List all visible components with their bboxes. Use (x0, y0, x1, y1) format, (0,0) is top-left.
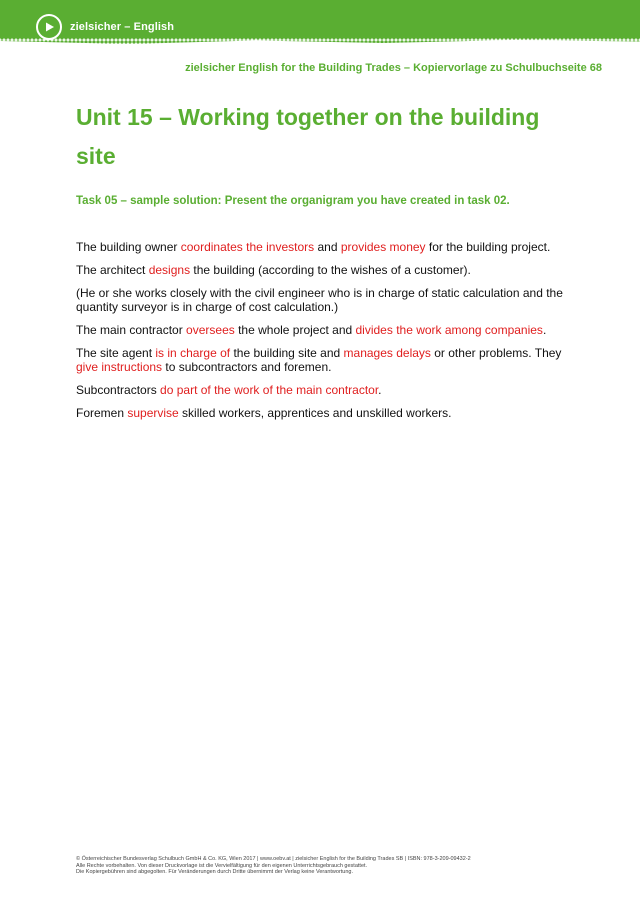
text: The building owner (76, 240, 181, 254)
text: for the building project. (425, 240, 551, 254)
highlight: oversees (186, 323, 235, 337)
paragraph-architect (76, 263, 566, 277)
highlight: supervise (127, 406, 179, 420)
paragraph-foremen (76, 406, 566, 420)
brand-name: zielsicher – English (70, 21, 175, 33)
text: Foremen (76, 406, 128, 420)
highlight: manages delays (343, 346, 431, 360)
footer-line: Die Kopiergebühren sind abgegolten. Für Veränderungen durch Dritte übernimmt der Verlag keine Verantwortung. (76, 869, 354, 875)
text: or other problems. They (430, 346, 562, 360)
text: skilled workers, apprentices and unskilled workers. (178, 406, 452, 420)
task-heading: Task 05 – sample solution: Present the organigram you have created in task 02. (76, 195, 510, 207)
highlight: is in charge of (155, 346, 231, 360)
text: The main contractor (76, 323, 187, 337)
text: (He or she works closely with the civil engineer who is in charge of static calculation and the quantity surveyor is in charge of cost calculation.) (76, 286, 563, 314)
page-reference: zielsicher English for the Building Trades – Kopiervorlage zu Schulbuchseite 68 (185, 62, 602, 74)
highlight: coordinates the investors (180, 240, 315, 254)
text: . (542, 323, 547, 337)
copyright-footer (76, 856, 576, 876)
brand-logo (36, 14, 174, 40)
text: Subcontractors (76, 383, 161, 397)
play-icon (36, 14, 62, 40)
paragraph-engineer-note (76, 286, 566, 314)
text: The site agent (76, 346, 156, 360)
highlight: give instructions (76, 360, 163, 374)
highlight: do part of the work of the main contractor (160, 383, 379, 397)
highlight: provides money (340, 240, 426, 254)
solution-text (76, 240, 566, 429)
text: the building (according to the wishes of a customer). (190, 263, 471, 277)
paragraph-building-owner (76, 240, 566, 254)
footer-line: Alle Rechte vorbehalten. Von dieser Druckvorlage ist die Vervielfältigung für den eigenen Unterrichtsgebrauch gestattet. (76, 862, 368, 869)
page-title: Unit 15 – Working together on the building site (76, 104, 540, 169)
text: to subcontractors and foremen. (162, 360, 332, 374)
text: The architect (76, 263, 149, 277)
paragraph-main-contractor (76, 323, 566, 337)
paragraph-site-agent (76, 346, 566, 374)
text: . (378, 383, 382, 397)
footer-line: © Österreichischer Bundesverlag Schulbuch GmbH & Co. KG, Wien 2017 | www.oebv.at | zielsicher English for the Building Trades SB | ISBN: 978-3-209-09432-2 (76, 856, 471, 862)
text: the building site and (230, 346, 344, 360)
paragraph-subcontractors (76, 383, 566, 397)
text: and (314, 240, 341, 254)
highlight: divides the work among companies (355, 323, 543, 337)
text: the whole project and (234, 323, 356, 337)
highlight: designs (148, 263, 191, 277)
